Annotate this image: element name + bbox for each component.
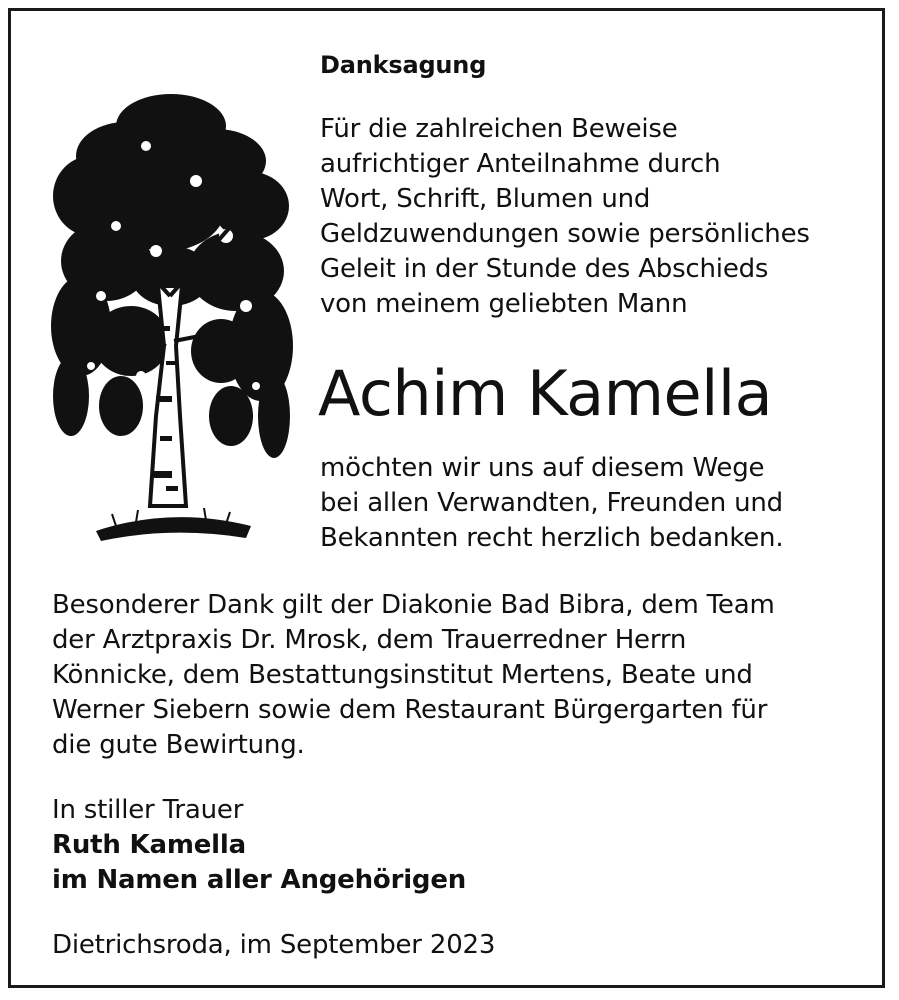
mourning-line: In stiller Trauer (52, 795, 244, 825)
thanks-line: bei allen Verwandten, Freunden und (320, 488, 783, 518)
special-thanks-line: der Arztpraxis Dr. Mrosk, dem Trauerredner Herrn (52, 625, 687, 655)
special-thanks-line: Werner Siebern sowie dem Restaurant Bürgergarten für (52, 695, 768, 725)
intro-line: Für die zahlreichen Beweise (320, 114, 678, 144)
intro-line: Geleit in der Stunde des Abschieds (320, 254, 769, 284)
deceased-name: Achim Kamella (318, 357, 773, 430)
thanks-line: möchten wir uns auf diesem Wege (320, 453, 765, 483)
special-thanks-line: die gute Bewirtung. (52, 730, 305, 760)
intro-line: aufrichtiger Anteilnahme durch (320, 149, 721, 179)
signer-note: im Namen aller Angehörigen (52, 865, 467, 895)
notice-heading: Danksagung (320, 51, 487, 79)
intro-line: Wort, Schrift, Blumen und (320, 184, 651, 214)
signer-name: Ruth Kamella (52, 830, 246, 860)
place-date: Dietrichsroda, im September 2023 (52, 930, 496, 960)
special-thanks-line: Könnicke, dem Bestattungsinstitut Mertens, Beate und (52, 660, 753, 690)
thanks-line: Bekannten recht herzlich bedanken. (320, 523, 784, 553)
intro-line: Geldzuwendungen sowie persönliches (320, 219, 810, 249)
intro-line: von meinem geliebten Mann (320, 289, 688, 319)
special-thanks-line: Besonderer Dank gilt der Diakonie Bad Bibra, dem Team (52, 590, 775, 620)
birch-tree-icon (46, 86, 296, 548)
